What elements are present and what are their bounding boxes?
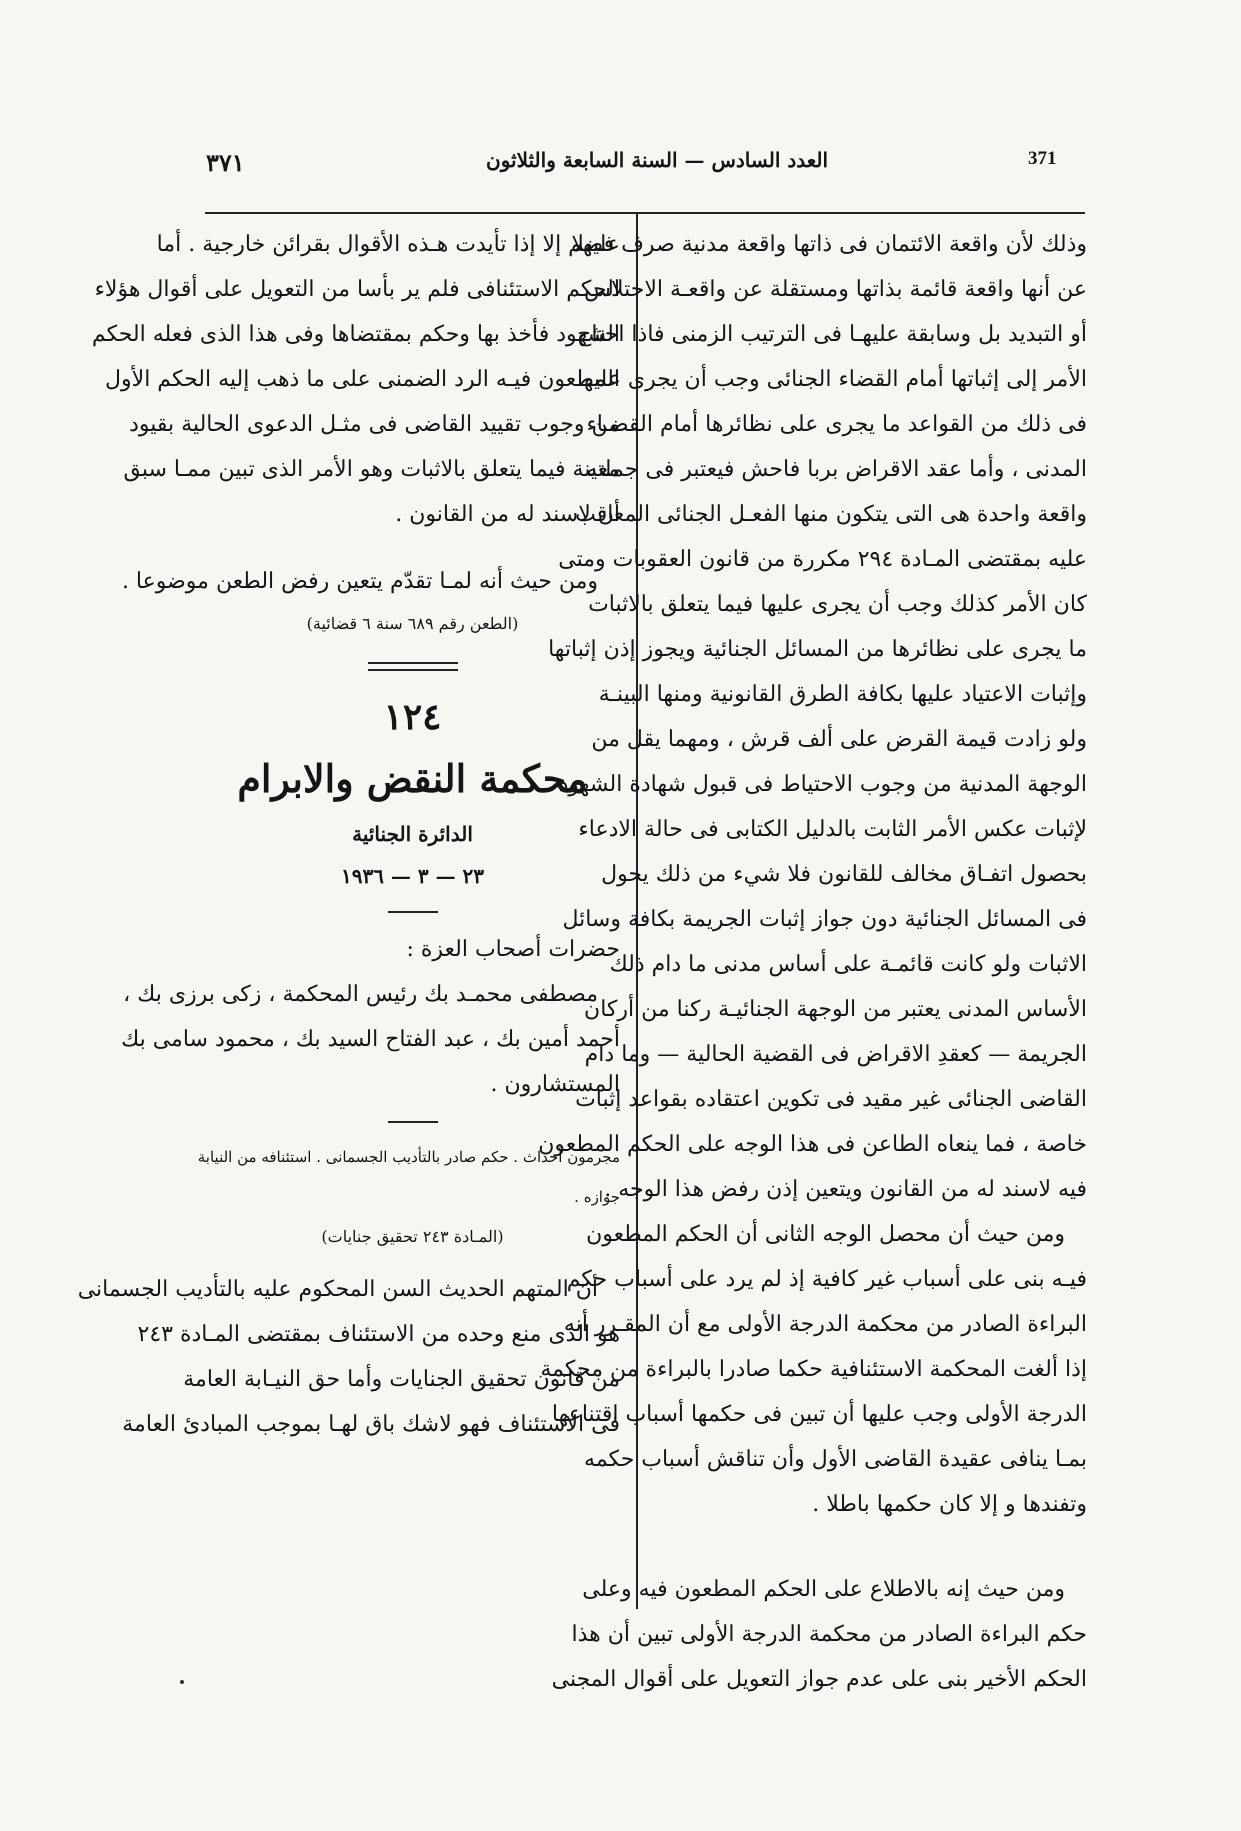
text-line: المطعون فيـه الرد الضمنى على ما ذهب إليه الحكم الأول <box>105 367 620 392</box>
text-line: وذلك لأن واقعة الائتمان فى ذاتها واقعة مدنية صرف فضلا <box>571 232 1087 257</box>
text-line: الاثبات ولو كانت قائمـة على أساس مدنى ما دام ذلك <box>609 952 1087 977</box>
text-line: الوجهة المدنية من وجوب الاحتياط فى قبول شهادة الشهود <box>558 772 1087 797</box>
text-line: وتفندها و إلا كان حكمها باطلا . <box>812 1492 1087 1517</box>
text-line: فيـه بنى على أسباب غير كافية إذ لم يرد على أسباب حكم <box>566 1267 1087 1292</box>
text-line: بحصول اتفـاق مخالف للقانون فلا شيء من ذلك يحول <box>601 862 1087 887</box>
appeal-reference: (الطعن رقم ٦٨٩ سنة ٦ قضائية) <box>306 614 519 633</box>
summary-line: مجرمون أحداث . حكم صادر بالتأديب الجسمانى . استئنافه من النيابة <box>197 1148 620 1166</box>
text-line: معينة فيما يتعلق بالاثبات وهو الأمر الذى تبين ممـا سبق <box>123 457 620 482</box>
attendees-line: المستشارون . <box>490 1072 620 1097</box>
text-line: ومن حيث إنه بالاطلاع على الحكم المطعون فيه وعلى <box>582 1577 1065 1602</box>
text-line: الشهود فأخذ بها وحكم بمقتضاها وفى هذا الذى فعله الحكم <box>91 322 620 347</box>
text-line: حكم البراءة الصادر من محكمة الدرجة الأولى تبين أن هذا <box>571 1622 1087 1647</box>
summary-line: جوازه . <box>574 1188 620 1206</box>
case-number: ١٢٤ <box>383 696 442 738</box>
text-line: عليهم إلا إذا تأيدت هـذه الأقوال بقرائن خارجية . أما <box>156 232 620 257</box>
separator-rule <box>388 911 438 913</box>
text-line: القاضى الجنائى غير مقيد فى تكوين اعتقاده بقواعد إثبات <box>575 1087 1087 1112</box>
principle-line: أن المتهم الحديث السن المحكوم عليه بالتأديب الجسمانى <box>77 1277 598 1302</box>
court-name: محكمة النقض والابرام <box>237 756 588 801</box>
article-reference: (المـادة ٢٤٣ تحقيق جنايات) <box>321 1227 504 1246</box>
text-line: كان الأمر كذلك وجب أن يجرى عليها فيما يتعلق بالاثبات <box>588 592 1087 617</box>
text-line: فى ذلك من القواعد ما يجرى على نظائرها أمام القضـاء <box>586 412 1087 437</box>
issue-title: العدد السادس — السنة السابعة والثلاثون <box>486 148 829 172</box>
page-number-latin: 371 <box>1028 148 1057 169</box>
text-line: وإثبات الاعتياد عليها بكافة الطرق القانونية ومنها البينـة <box>598 682 1087 707</box>
text-line: عن أنها واقعة قائمة بذاتها ومستقلة عن واقعـة الاختلاس <box>584 277 1087 302</box>
stray-mark <box>180 1680 184 1684</box>
text-line: الحكم الأخير بنى على عدم جواز التعويل على أقوال المجنى <box>551 1667 1087 1692</box>
session-date: ٢٣ — ٣ — ١٩٣٦ <box>340 864 485 888</box>
text-line: المدنى ، وأما عقد الاقراض بربا فاحش فيعتبر فى جملته <box>586 457 1087 482</box>
attendees-heading: حضرات أصحاب العزة : <box>406 937 620 962</box>
text-line: فى المسائل الجنائية دون جواز إثبات الجريمة بكافة وسائل <box>562 907 1087 932</box>
double-rule <box>368 662 458 671</box>
separator-rule <box>388 1121 438 1123</box>
text-line: الحكم الاستئنافى فلم ير بأسا من التعويل على أقوال هؤلاء <box>94 277 620 302</box>
text-line: من وجوب تقييد القاضى فى مثـل الدعوى الحالية بقيود <box>129 412 620 437</box>
principle-line: من قانون تحقيق الجنايات وأما حق النيـابة العامة <box>183 1367 620 1392</box>
text-line: الأساس المدنى يعتبر من الوجهة الجنائيـة ركنا من أركان <box>584 997 1087 1022</box>
text-line: إذا ألغت المحكمة الاستئنافية حكما صادرا بالبراءة من محكمة <box>540 1357 1087 1382</box>
text-line: ومن حيث أن محصل الوجه الثانى أن الحكم المطعون <box>586 1222 1065 1247</box>
circuit-name: الدائرة الجنائية <box>352 822 473 846</box>
text-line: أن لاسند له من القانون . <box>395 502 620 527</box>
text-line: الأمر إلى إثباتها أمام القضاء الجنائى وجب أن يجرى عليها <box>577 367 1087 392</box>
page-number-arabic: ٣٧١ <box>206 148 245 177</box>
principle-line: هو الذى منع وحده من الاستئناف بمقتضى المـادة ٢٤٣ <box>137 1322 620 1347</box>
text-line: لإثبات عكس الأمر الثابت بالدليل الكتابى فى حالة الادعاء <box>578 817 1087 842</box>
text-line: عليه بمقتضى المـادة ٢٩٤ مكررة من قانون العقوبات ومتى <box>558 547 1087 572</box>
text-line: خاصة ، فما ينعاه الطاعن فى هذا الوجه على الحكم المطعون <box>538 1132 1087 1157</box>
header-rule <box>205 212 1085 214</box>
text-line: الجريمة — كعقدِ الاقراض فى القضية الحالية — وما دام <box>584 1042 1087 1067</box>
text-line: بمـا ينافى عقيدة القاضى الأول وأن تناقش أسباب حكمه <box>584 1447 1087 1472</box>
attendees-line: مصطفى محمـد بك رئيس المحكمة ، زكى برزى بك ، <box>123 982 598 1007</box>
conclusion: ومن حيث أنه لمـا تقدّم يتعين رفض الطعن موضوعا . <box>121 569 598 594</box>
text-line: الدرجة الأولى وجب عليها أن تبين فى حكمها أسباب اقتناعها <box>551 1402 1087 1427</box>
text-line: ما يجرى على نظائرها من المسائل الجنائية ويجوز إذن إثباتها <box>548 637 1087 662</box>
text-line: واقعة واحدة هى التى يتكون منها الفعـل الجنائى المعاقب <box>575 502 1087 527</box>
attendees-line: أحمد أمين بك ، عبد الفتاح السيد بك ، محمود سامى بك <box>121 1027 620 1052</box>
text-line: أو التبديد بل وسابقة عليهـا فى الترتيب الزمنى فاذا احتاج <box>577 322 1087 347</box>
text-line: ولو زادت قيمة القرض على ألف قرش ، ومهما يقل من <box>591 727 1087 752</box>
text-line: فيه لاسند له من القانون ويتعين إذن رفض هذا الوجه . <box>604 1177 1087 1202</box>
text-line: البراءة الصادر من محكمة الدرجة الأولى مع أن المقـرر أنه <box>563 1312 1087 1337</box>
principle-line: فى الاستئناف فهو لاشك باق لهـا بموجب المبادئ العامة <box>122 1412 620 1437</box>
left-column <box>77 222 620 1447</box>
